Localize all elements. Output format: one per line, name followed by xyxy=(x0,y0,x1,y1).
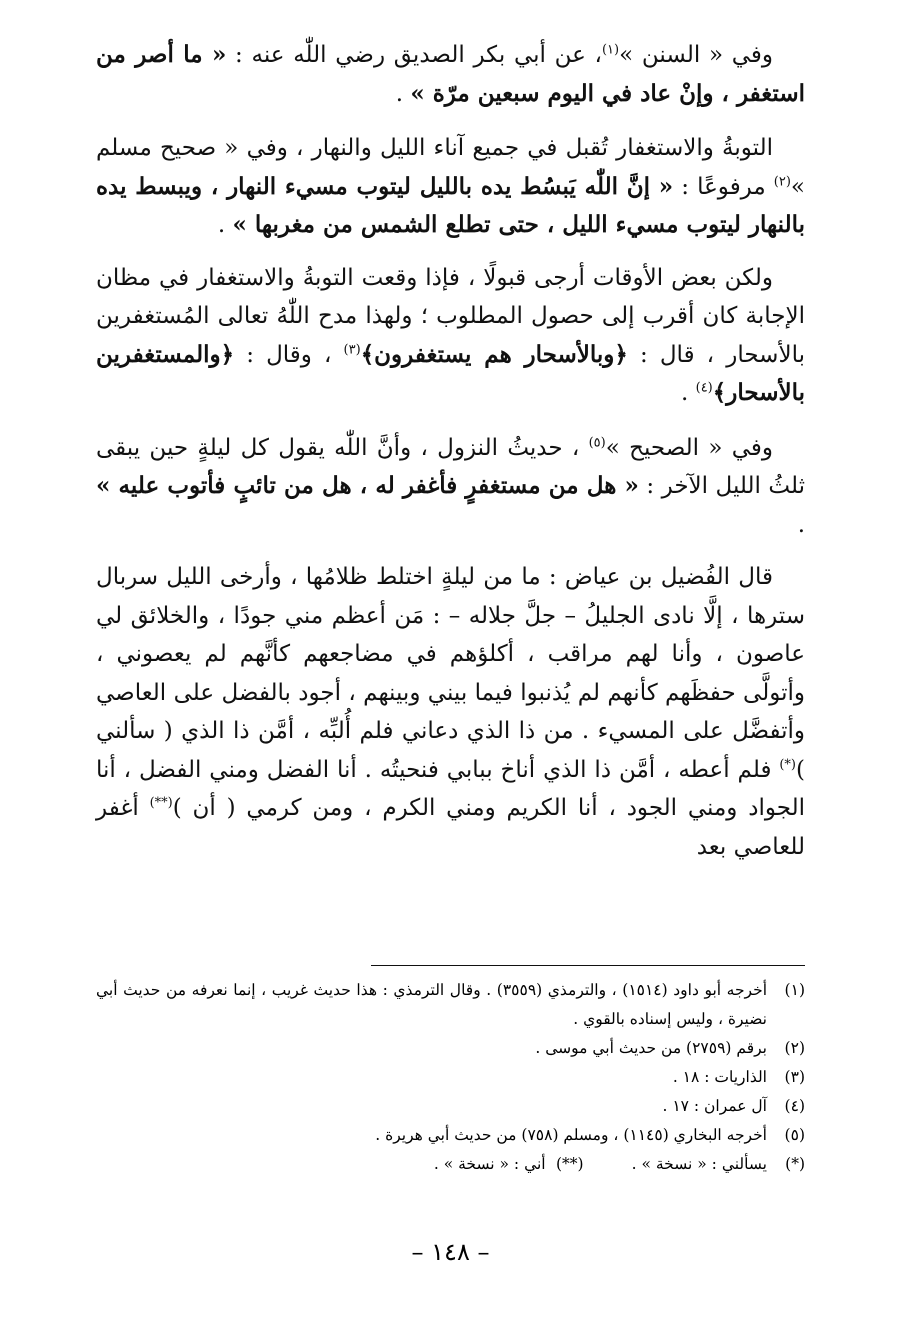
paragraph-fudayl-quote xyxy=(96,558,805,866)
footnote-2 xyxy=(96,1034,805,1063)
quran-verse-1: ﴿وبالأسحار هم يستغفرون﴾ xyxy=(360,340,628,368)
footnote-text: آل عمران : ١٧ . xyxy=(662,1097,767,1115)
footnote-5 xyxy=(96,1121,805,1150)
footnote-double-star xyxy=(434,1150,584,1179)
paragraph-text: مرفوعًا : xyxy=(673,173,774,200)
paragraph-lead: وفي « الصحيح » xyxy=(605,434,773,461)
footnote-text: أخرجه أبو داود (١٥١٤) ، والترمذي (٣٥٥٩) . وقال الترمذي : هذا حديث غريب ، إنما نعرفه من حديث أبي نضيرة ، وليس إسناده بالقوي . xyxy=(96,981,767,1028)
footnote-ref-star[interactable]: (*) xyxy=(779,756,797,772)
footnote-text: أني : « نسخة » . xyxy=(433,1155,546,1173)
footnote-1 xyxy=(96,976,805,1034)
hadith-quote: « هل من مستغفرٍ فأغفر له ، هل من تائبٍ فأتوب عليه » xyxy=(96,472,639,499)
footnote-divider xyxy=(371,965,805,966)
paragraph-nuzul-hadith xyxy=(96,429,805,545)
paragraph-end: . xyxy=(797,511,805,538)
paragraph-lead: ولكن بعض الأوقات أرجى قبولًا ، فإذا وقعت التوبةُ والاستغفار في مظان الإجابة كان أقرب إلى حصول المطلوب ؛ ولهذا مدح اللّٰهُ تعالى المُستغفرين بالأسحار ، قال : xyxy=(96,264,805,368)
footnote-number: (٣) xyxy=(784,1068,805,1086)
footnote-number: (١) xyxy=(784,981,805,999)
paragraph-lead: وفي « السنن » xyxy=(619,42,773,68)
footnote-ref-5[interactable]: (٥) xyxy=(588,434,606,450)
footnote-3 xyxy=(96,1063,805,1092)
paragraph-end: . xyxy=(680,380,696,406)
footnote-text: أخرجه البخاري (١١٤٥) ، ومسلم (٧٥٨) من حديث أبي هريرة . xyxy=(375,1126,767,1144)
footnote-number: (٢) xyxy=(784,1039,805,1057)
footnote-number: (٥) xyxy=(784,1126,805,1144)
paragraph-lead: التوبةُ والاستغفار تُقبل في جميع آناء الليل والنهار ، وفي « صحيح مسلم » xyxy=(96,135,805,200)
footnotes xyxy=(96,976,805,1179)
page-number: – ١٤٨ – xyxy=(411,1238,490,1266)
paragraph-lead: قال الفُضيل بن عياض : ما من ليلةٍ اختلط ظلامُها ، وأرخى الليل سربال سترها ، إلَّا نادى الجليلُ – جلَّ جلاله – : مَن أعظم مني جودًا ، والخلائق لي عاصون ، وأنا لهم مراقب ، أكلؤهم في مضاجعهم كأنَّهم لم يعصوني ، وأتولَّى حفظَهم كأنهم لم يُذنبوا فيما بيني وبينهم ، أجود بالفضل على العاصي وأتفضَّل على المسيء . من ذا الذي دعاني فلم أُلبِّه ، أمَّن ذا الذي ( سألني ) xyxy=(96,564,805,783)
paragraph-text: فلم أعطه ، أمَّن ذا الذي أناخ ببابي فنحيتُه . أنا الفضل ومني الفضل ، أنا الجواد ومني الجود ، أنا الكريم ومني الكرم ، ومن كرمي ( أن ) xyxy=(96,756,805,821)
paragraph-text: ، حديثُ النزول ، وأنَّ اللّٰه يقول كل ليلةٍ حين يبقى ثلثُ الليل الآخر : xyxy=(96,434,805,499)
footnote-ref-4[interactable]: (٤) xyxy=(695,380,713,396)
footnote-ref-1[interactable]: (١) xyxy=(601,42,620,58)
hadith-quote: « ما أصر من استغفر ، وإنْ عاد في اليوم سبعين مرّة » xyxy=(96,41,805,107)
footnote-ref-3[interactable]: (٣) xyxy=(343,341,361,357)
paragraph-sunan-hadith xyxy=(96,36,805,113)
footnote-text: الذاريات : ١٨ . xyxy=(672,1068,767,1086)
footnote-number: (**) xyxy=(556,1155,584,1173)
footnote-star xyxy=(632,1150,805,1179)
footnote-ref-double-star[interactable]: (**) xyxy=(149,795,173,811)
paragraph-end: أغفر للعاصي بعد xyxy=(96,795,805,860)
footnote-4 xyxy=(96,1092,805,1121)
paragraph-end: . xyxy=(217,212,233,238)
footnote-ref-2[interactable]: (٢) xyxy=(773,173,791,189)
paragraph-tawbah-timing xyxy=(96,129,805,245)
footnote-text: برقم (٢٧٥٩) من حديث أبي موسى . xyxy=(535,1039,767,1057)
paragraph-end: . xyxy=(395,80,411,107)
paragraph-text: ، عن أبي بكر الصديق رضي اللّٰه عنه : xyxy=(226,42,602,68)
paragraph-text: ، وقال : xyxy=(234,341,344,368)
quran-verse-2: ﴿والمستغفرين بالأسحار﴾ xyxy=(96,340,805,406)
hadith-quote: « إنَّ اللّٰه يَبسُط يده بالليل ليتوب مسيء النهار ، ويبسط يده بالنهار ليتوب مسيء الليل ، حتى تطلع الشمس من مغربها » xyxy=(96,172,805,238)
footnote-variants xyxy=(96,1150,805,1179)
footnote-number: (٤) xyxy=(784,1097,805,1115)
footnote-text: يسألني : « نسخة » . xyxy=(631,1155,767,1173)
footnote-number: (*) xyxy=(785,1155,805,1173)
paragraph-best-times xyxy=(96,259,805,413)
